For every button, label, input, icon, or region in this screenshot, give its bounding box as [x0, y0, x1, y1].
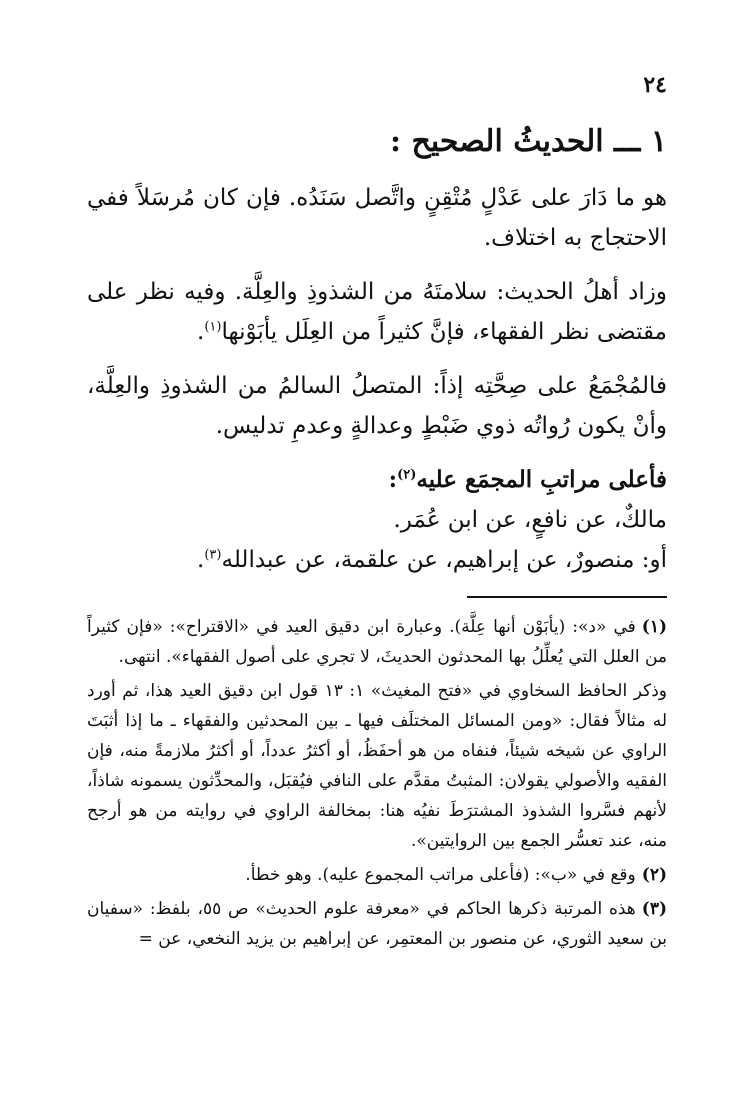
- highest-rank-text: فأعلى مراتبِ المجمَع عليه: [416, 466, 667, 493]
- main-text: [87, 120, 667, 580]
- paragraph-addition-end: .: [197, 319, 205, 345]
- footnote-ref-2[interactable]: (٢): [397, 467, 417, 483]
- footnote-3: [87, 894, 667, 954]
- paragraph-addition-text: وزاد أهلُ الحديث: سلامتَهُ من الشذوذِ والعِلَّة. وفيه نظر على مقتضى نظر الفقهاء، فإنَّ كثيراً من العِلَل يأبَوْنها: [87, 279, 667, 345]
- isnad-chain-2-end: .: [197, 547, 205, 573]
- footnote-1-text: في «د»: (يأبَوْن أنها عِلَّة). وعبارة ابن دقيق العيد في «الاقتراح»: «فإن كثيراً من العلل التي يُعلِّلُ بها المحدثون الحديثَ، لا تجري على أصول الفقهاء». انتهى.: [87, 617, 667, 667]
- paragraph-addition: [87, 272, 667, 352]
- footnote-1-continuation: وذكر الحافظ السخاوي في «فتح المغيث» ١: ١٣ قول ابن دقيق العيد هذا، ثم أورد له مثالاً فقال: «ومن المسائل المختلَف فيها ـ بين المحدثين والفقهاء ـ ما إذا أثبَتَ الراوي عن شيخه شيئاً، فنفاه من هو أحفَظُ، أو أكثرُ عدداً، أو أكثرُ ملازمةً منه، فإن الفقيه والأصولي يقولان: المثبتُ مقدَّم على النافي فيُقبَل، والمحدِّثون يسمونه شاذاً، لأنهم فسَّروا الشذوذ المشترَطَ نفيُه هنا: بمخالفة الراوي في روايته من هو أرجح منه، عند تعسُّر الجمع بين الروايتين».: [87, 681, 668, 851]
- footnote-2-number: (٢): [641, 865, 667, 885]
- footnote-ref-1[interactable]: (١): [204, 319, 222, 335]
- page-number: ٢٤: [643, 72, 667, 98]
- footnotes-section: [87, 612, 667, 958]
- footnote-2: [87, 860, 667, 890]
- isnad-chain-2-text: أو: منصورٌ، عن إبراهيم، عن علقمة، عن عبدالله: [221, 547, 667, 573]
- paragraph-highest-rank: [87, 460, 667, 500]
- isnad-chain-1: مالكٌ، عن نافعٍ، عن ابن عُمَر.: [393, 507, 667, 533]
- paragraph-consensus: فالمُجْمَعُ على صِحَّتِه إذاً: المتصلُ السالمُ من الشذوذِ والعِلَّة، وأنْ يكون رُواتُه ذوي ضَبْطٍ وعدالةٍ وعدمِ تدليس.: [87, 373, 667, 439]
- highest-rank-end: :: [388, 466, 398, 493]
- footnote-1-number: (١): [641, 617, 667, 637]
- footnote-3-number: (٣): [641, 899, 667, 919]
- footnote-2-text: وقع في «ب»: (فأعلى مراتب المجموع عليه). وهو خطأ.: [245, 865, 636, 885]
- paragraph-definition: هو ما دَارَ على عَدْلٍ مُتْقِنٍ واتَّصل سَنَدُه. فإن كان مُرسَلاً ففي الاحتجاج به اختلاف.: [87, 185, 667, 251]
- section-heading: ١ ـــ الحديثُ الصحيح :: [389, 124, 667, 159]
- footnote-ref-3[interactable]: (٣): [204, 547, 222, 563]
- footnote-3-text: هذه المرتبة ذكرها الحاكم في «معرفة علوم الحديث» ص ٥٥، بلفظ: «سفيان بن سعيد الثوري، عن منصور بن المعتمِر، عن إبراهيم بن يزيد النخعي، عن =: [87, 899, 667, 949]
- footnote-1: [87, 612, 667, 672]
- isnad-chain-2: [87, 540, 667, 580]
- footnote-separator: [467, 596, 667, 598]
